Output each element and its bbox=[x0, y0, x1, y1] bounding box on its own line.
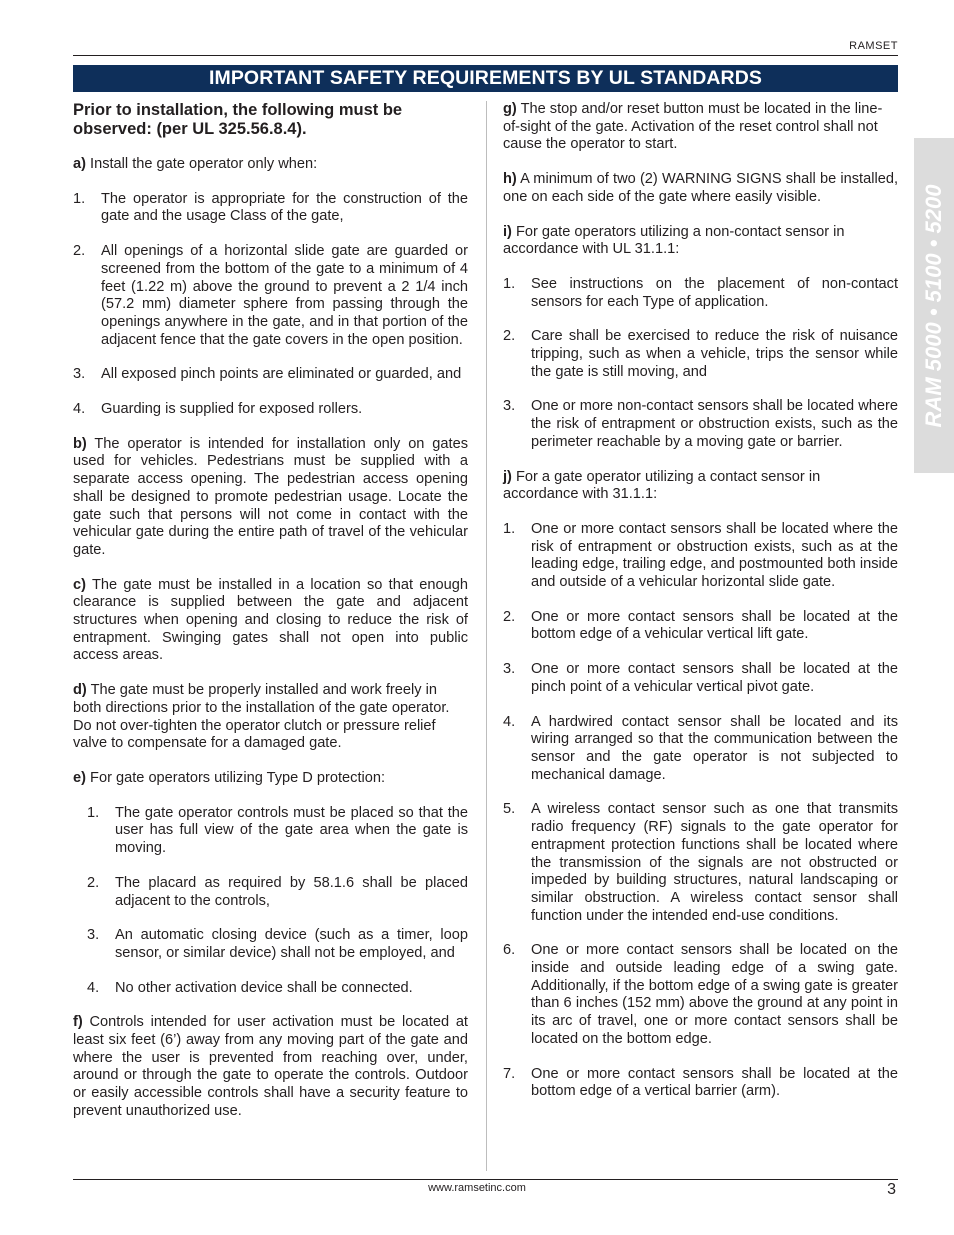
right-column bbox=[503, 101, 898, 1118]
column-separator bbox=[486, 101, 487, 1171]
list-item: 3. One or more non-contact sensors shall be located where the risk of entrapment or obstruction exists, such as the perimeter reachable by a moving gate or barrier. bbox=[503, 398, 898, 450]
brand-label: RAMSET bbox=[849, 40, 898, 52]
list-item: 2. Care shall be exercised to reduce the risk of nuisance tripping, such as when a vehicle, trips the sensor while the gate is still moving, and bbox=[503, 328, 898, 380]
list-item: 6. One or more contact sensors shall be located on the inside and outside leading edge of a swing gate. Additionally, if the bottom edge of a swing gate is greater than 6 inches (152 mm) above the ground at any point in its arc of travel, one or more contact sensors shall be located on the bottom edge. bbox=[503, 942, 898, 1047]
list-item: 7. One or more contact sensors shall be located at the bottom edge of a vertical barrier (arm). bbox=[503, 1065, 898, 1100]
intro-heading: Prior to installation, the following must be observed: (per UL 325.56.8.4). bbox=[73, 101, 403, 138]
list-item: 4. Guarding is supplied for exposed rollers. bbox=[73, 401, 363, 418]
list-item: 1. The gate operator controls must be placed so that the user has full view of the gate area when the gate is moving. bbox=[87, 804, 468, 857]
clause-j: j) For a gate operator utilizing a contact sensor in accordance with 31.1.1: bbox=[503, 468, 821, 503]
list-item: 3. All exposed pinch points are eliminated or guarded, and bbox=[73, 366, 462, 383]
left-column bbox=[73, 101, 468, 1138]
list-item: 1. See instructions on the placement of non-contact sensors for each Type of application. bbox=[503, 275, 898, 310]
list-item: 1. The operator is appropriate for the construction of the gate and the usage Class of the gate, bbox=[73, 190, 468, 225]
clause-e: e) For gate operators utilizing Type D protection: bbox=[73, 769, 386, 786]
clause-a: a) Install the gate operator only when: bbox=[73, 156, 318, 172]
clause-f: f) Controls intended for user activation must be located at least six feet (6’) away from any moving part of the gate and where the user is prevented from reaching over, under, around or through the gate to operate the controls. Outdoor or easily accessible controls shall have a security feature to prevent unauthorized use. bbox=[73, 1014, 468, 1119]
side-tab-label: RAM 5000 • 5100 • 5200 bbox=[921, 184, 946, 427]
clause-j-list bbox=[503, 521, 898, 1101]
clause-b: b) The operator is intended for installation only on gates used for vehicles. Pedestrians must be supplied with a separate access opening. The pedestrian access opening shall be designed to promote pedestrian usage. Locate the gate such that persons will not come in contact with the vehicular gate during the entire path of travel of the vehicular gate. bbox=[73, 435, 468, 558]
list-item: 2. One or more contact sensors shall be located at the bottom edge of a vehicular vertical lift gate. bbox=[503, 608, 898, 643]
clause-i-list bbox=[503, 276, 898, 452]
clause-e-list bbox=[73, 805, 468, 998]
clause-h: h) A minimum of two (2) WARNING SIGNS shall be installed, one on each side of the gate where easily visible. bbox=[503, 171, 898, 205]
list-item: 3. One or more contact sensors shall be located at the pinch point of a vehicular vertical pivot gate. bbox=[503, 661, 898, 695]
footer-url: www.ramsetinc.com bbox=[428, 1182, 526, 1194]
list-item: 3. An automatic closing device (such as a timer, loop sensor, or similar device) shall not be employed, and bbox=[87, 927, 468, 961]
clause-c: c) The gate must be installed in a location so that enough clearance is supplied between the gate and adjacent structures when opening and closing to reduce the risk of entrapment. Swinging gates shall not open into public access areas. bbox=[73, 576, 468, 664]
list-item: 2. The placard as required by 58.1.6 shall be placed adjacent to the controls, bbox=[87, 874, 468, 909]
list-item: 2. All openings of a horizontal slide gate are guarded or screened from the bottom of the gate to a minimum of 4 feet (1.22 m) above the ground to prevent a 2 1/4 inch (57.2 mm) diameter sphere from passing through the openings anywhere in the gate, and in that portion of the adjacent fence that the gate covers in the open position. bbox=[73, 243, 468, 348]
page-number: 3 bbox=[887, 1181, 896, 1198]
list-item: 1. One or more contact sensors shall be located where the risk of entrapment or obstruction exists, such as at the leading edge, trailing edge, and postmounted both inside and outside of a vehicular horizontal slide gate. bbox=[503, 520, 898, 591]
list-item: 5. A wireless contact sensor such as one that transmits radio frequency (RF) signals to the gate operator for entrapment protection functions shall be located where the transmission of the signals are not obstructed or impeded by building structures, natural landscaping or similar obstruction. A wireless contact sensor shall function under the intended end-use conditions. bbox=[503, 801, 898, 924]
list-item: 4. A hardwired contact sensor shall be located and its wiring arranged so that the communication between the sensor and the gate operator is not subjected to mechanical damage. bbox=[503, 713, 898, 783]
clause-g: g) The stop and/or reset button must be located in the line-of-sight of the gate. Activation of the reset control shall not cause the operator to start. bbox=[503, 101, 883, 153]
top-rule bbox=[73, 55, 898, 56]
clause-d: d) The gate must be properly installed and work freely in both directions prior to the installation of the gate operator. Do not over-tighten the operator clutch or pressure relief valve to compensate for a damaged gate. bbox=[73, 682, 450, 752]
clause-i: i) For gate operators utilizing a non-contact sensor in accordance with UL 31.1.1: bbox=[503, 223, 845, 258]
side-tab bbox=[914, 138, 954, 473]
bottom-rule bbox=[73, 1179, 898, 1180]
list-item: 4. No other activation device shall be connected. bbox=[87, 979, 413, 996]
section-banner: IMPORTANT SAFETY REQUIREMENTS BY UL STANDARDS bbox=[73, 65, 898, 92]
clause-a-list bbox=[73, 191, 468, 419]
